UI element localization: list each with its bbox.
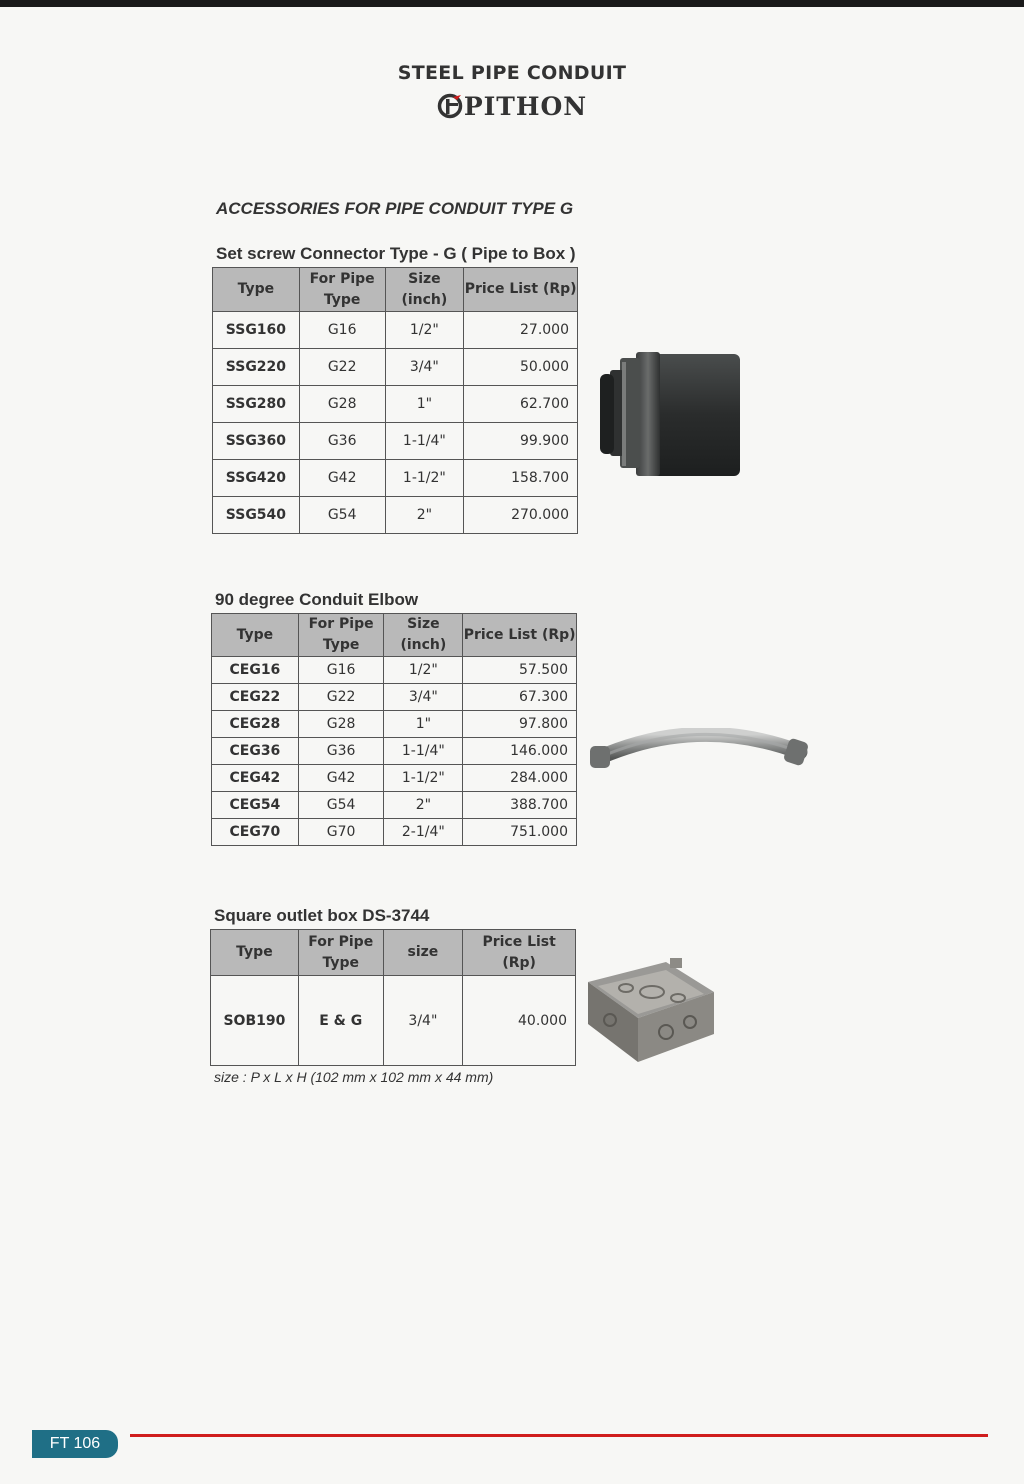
cell-price: 67.300 [463, 684, 577, 711]
table-row [212, 765, 577, 792]
table-row [211, 976, 576, 1066]
cell-size: 3/4" [385, 349, 464, 386]
cell-pipe-type: G28 [299, 386, 385, 423]
conduit-elbow-image [588, 728, 810, 777]
top-border [0, 0, 1024, 7]
cell-price: 146.000 [463, 738, 577, 765]
cell-price: 158.700 [464, 460, 578, 497]
cell-price: 99.900 [464, 423, 578, 460]
cell-pipe-type: E & G [298, 976, 383, 1066]
table-row [213, 423, 578, 460]
table-row [213, 312, 578, 349]
col-header-type: Type [211, 930, 299, 976]
col-header-type: Type [212, 614, 299, 657]
footer-divider [130, 1434, 988, 1437]
cell-type: CEG22 [212, 684, 299, 711]
cell-pipe-type: G70 [298, 819, 384, 846]
cell-pipe-type: G54 [298, 792, 384, 819]
cell-pipe-type: G16 [298, 657, 384, 684]
cell-type: SOB190 [211, 976, 299, 1066]
col-header-type: Type [213, 268, 300, 312]
table-row [213, 460, 578, 497]
cell-price: 751.000 [463, 819, 577, 846]
outlet-box-size-note: size : P x L x H (102 mm x 102 mm x 44 mm) [214, 1069, 494, 1085]
cell-price: 50.000 [464, 349, 578, 386]
brand-name: PITHON [463, 92, 588, 121]
col-header-size: Size (inch) [384, 614, 463, 657]
accessories-subtitle: ACCESSORIES FOR PIPE CONDUIT TYPE G [216, 199, 574, 218]
cell-pipe-type: G42 [299, 460, 385, 497]
pithon-logo-icon [437, 93, 463, 125]
table-row [212, 657, 577, 684]
cell-type: SSG420 [213, 460, 300, 497]
cell-type: CEG36 [212, 738, 299, 765]
cell-pipe-type: G36 [299, 423, 385, 460]
set-screw-connector-image [596, 348, 746, 483]
cell-pipe-type: G16 [299, 312, 385, 349]
table-row [212, 684, 577, 711]
cell-pipe-type: G36 [298, 738, 384, 765]
cell-type: SSG360 [213, 423, 300, 460]
section-title-outlet-box: Square outlet box DS-3744 [214, 906, 430, 925]
cell-price: 388.700 [463, 792, 577, 819]
cell-size: 3/4" [384, 684, 463, 711]
col-header-size: Size (inch) [385, 268, 464, 312]
cell-type: SSG220 [213, 349, 300, 386]
col-header-price: Price List (Rp) [463, 930, 576, 976]
cell-type: SSG160 [213, 312, 300, 349]
cell-size: 1-1/4" [384, 738, 463, 765]
col-header-pipe-type: For Pipe Type [299, 268, 385, 312]
col-header-price: Price List (Rp) [464, 268, 578, 312]
page-number-badge: FT 106 [32, 1430, 118, 1458]
col-header-size: size [383, 930, 463, 976]
outlet-box-price-table [210, 929, 576, 1066]
cell-size: 1-1/4" [385, 423, 464, 460]
cell-type: CEG54 [212, 792, 299, 819]
cell-pipe-type: G28 [298, 711, 384, 738]
table-row [212, 738, 577, 765]
cell-size: 1" [384, 711, 463, 738]
cell-size: 2" [385, 497, 464, 534]
cell-price: 62.700 [464, 386, 578, 423]
col-header-price: Price List (Rp) [463, 614, 577, 657]
cell-type: CEG16 [212, 657, 299, 684]
cell-type: CEG42 [212, 765, 299, 792]
table-row [213, 386, 578, 423]
col-header-pipe-type: For Pipe Type [298, 614, 384, 657]
cell-price: 284.000 [463, 765, 577, 792]
cell-pipe-type: G22 [298, 684, 384, 711]
cell-size: 2" [384, 792, 463, 819]
connector-price-table [212, 267, 578, 534]
cell-price: 270.000 [464, 497, 578, 534]
brand-logo [0, 92, 1024, 125]
table-row [212, 711, 577, 738]
cell-type: SSG280 [213, 386, 300, 423]
cell-type: SSG540 [213, 497, 300, 534]
section-title-connector: Set screw Connector Type - G ( Pipe to Box ) [216, 244, 576, 263]
cell-price: 27.000 [464, 312, 578, 349]
cell-size: 1/2" [385, 312, 464, 349]
cell-price: 40.000 [463, 976, 576, 1066]
col-header-pipe-type: For Pipe Type [298, 930, 383, 976]
cell-pipe-type: G54 [299, 497, 385, 534]
cell-type: CEG28 [212, 711, 299, 738]
cell-pipe-type: G22 [299, 349, 385, 386]
cell-size: 1" [385, 386, 464, 423]
table-row [213, 349, 578, 386]
table-row [212, 792, 577, 819]
cell-price: 97.800 [463, 711, 577, 738]
elbow-price-table [211, 613, 577, 846]
table-row [213, 497, 578, 534]
cell-size: 1-1/2" [385, 460, 464, 497]
cell-size: 2-1/4" [384, 819, 463, 846]
cell-pipe-type: G42 [298, 765, 384, 792]
cell-size: 3/4" [383, 976, 463, 1066]
square-outlet-box-image [582, 958, 722, 1073]
section-title-elbow: 90 degree Conduit Elbow [215, 590, 419, 609]
cell-type: CEG70 [212, 819, 299, 846]
cell-size: 1-1/2" [384, 765, 463, 792]
page-title: STEEL PIPE CONDUIT [397, 62, 627, 84]
cell-size: 1/2" [384, 657, 463, 684]
cell-price: 57.500 [463, 657, 577, 684]
table-row [212, 819, 577, 846]
